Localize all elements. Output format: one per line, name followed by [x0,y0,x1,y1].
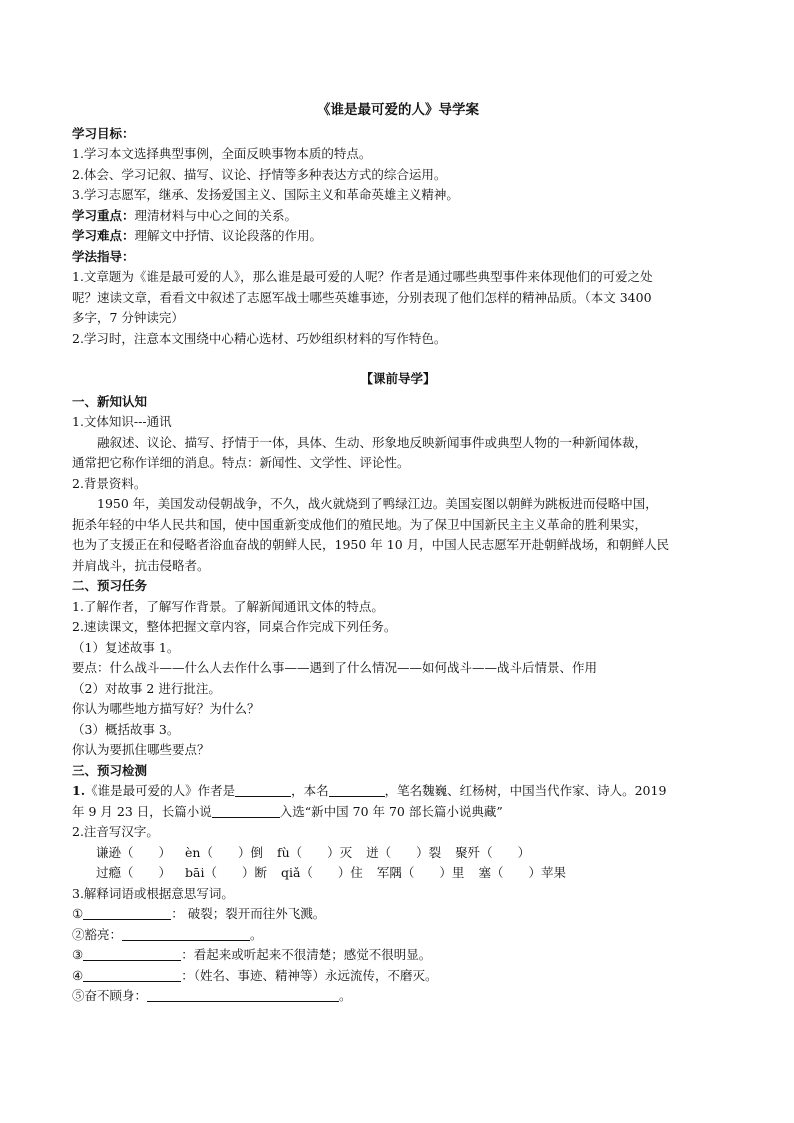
subtask: （3）概括故事 3。 [72,721,180,737]
part2-heading: 二、预习任务 [72,578,148,593]
question-text: ，笔名魏巍、红杨树，中国当代作家、诗人。2019 [384,783,667,798]
word-number: ③ [72,947,84,962]
question-1-cont [72,802,724,823]
question-text: 入选“新中国 70 年 70 部长篇小说典藏” [279,803,503,819]
difficulty [72,226,724,247]
background-text: 1950 年，美国发动侵朝战争，不久，战火就烧到了鸭绿江边。美国妄图以朝鲜为跳板进而侵略中国， [97,496,658,511]
pinyin-item[interactable]: bāi（ ）断 [185,865,267,880]
word-definition: ：（姓名、事迹、精神等）永远流传，不磨灭。 [181,967,438,983]
word-item [72,966,724,987]
objective-item: 1.学习本文选择典型事例，全面反映事物本质的特点。 [72,146,372,161]
pinyin-item[interactable]: 谦逊（ ） [96,844,172,860]
page-title: 《谁是最可爱的人》导学案 [317,102,479,118]
word-item [72,986,724,1007]
word-item [72,904,724,925]
word-number: ④ [72,967,84,983]
difficulty-label: 学习难点： [72,228,135,243]
objectives-label: 学习目标： [72,125,135,141]
word-definition: ：看起来或听起来不很清楚；感觉不很明显。 [181,947,432,962]
subtask: （2）对故事 2 进行批注。 [72,680,221,696]
background-label: 2.背景资料。 [72,475,147,491]
question-1 [72,781,724,802]
answer-blank[interactable] [235,782,291,797]
word-term: ⑤奋不顾身： [72,988,148,1003]
word-item [72,945,724,966]
word-number: ① [72,906,84,921]
answer-blank[interactable] [329,782,385,797]
word-end: 。 [339,988,352,1003]
background-text: 也为了支援正在和侵略者浴血奋战的朝鲜人民，1950 年 10 月，中国人民志愿军开赴朝鲜战场，和朝鲜人民 [72,537,670,552]
section-title-pre-class: 【课前导学】 [360,371,436,386]
genre-text: 通常把它称作详细的消息。特点：新闻性、文学性、评论性。 [72,455,410,470]
method-text: 呢？速读文章，看看文中叙述了志愿军战士哪些英雄事迹，分别表现了他们怎样的精神品质。（本文 3400 [72,289,652,305]
genre-label: 1.文体知识---通讯 [72,414,172,429]
pinyin-row [72,843,724,864]
key-point-label: 学习重点： [72,207,135,223]
answer-blank[interactable] [147,987,339,1002]
method-text: 1.文章题为《谁是最可爱的人》，那么谁是最可爱的人呢？作者是通过哪些典型事件来体现他们的可爱之处 [72,269,653,284]
method-text: 多字，7 分钟读完） [72,310,184,325]
background-text: 并肩战斗，抗击侵略者。 [72,557,210,573]
word-term: ②豁亮： [72,926,123,942]
word-item [72,925,724,946]
question-number: 1. [72,783,86,798]
word-end: 。 [250,926,263,942]
question-2-label: 2.注音写汉字。 [72,824,159,839]
method-text: 2.学习时，注意本文围绕中心精心选材、巧妙组织材料的写作特色。 [72,330,447,346]
key-point-text: 理清材料与中心之间的关系。 [134,207,298,223]
task-item: 2.速读课文，整体把握文章内容，同桌合作完成下列任务。 [72,619,397,634]
answer-blank[interactable] [83,946,181,961]
genre-text: 融叙述、议论、描写、抒情于一体，具体、生动、形象地反映新闻事件或典型人物的一种新闻体裁， [97,434,648,450]
worksheet-page [72,100,724,1007]
key-point [72,206,724,227]
word-definition: ： 破裂；裂开而往外飞溅。 [171,906,326,921]
objective-item: 2.体会、学习记叙、描写、议论、抒情等多种表达方式的综合运用。 [72,166,447,182]
question-text: ，本名 [291,783,329,798]
pinyin-item[interactable]: fù（ ）灭 [276,844,353,860]
part1-heading: 一、新知认知 [72,393,148,409]
pinyin-item[interactable]: 迸（ ）裂 [366,844,442,860]
pinyin-item[interactable]: 塞（ ）苹果 [478,865,566,880]
pinyin-row [72,863,724,884]
background-text: 扼杀年轻的中华人民共和国，使中国重新变成他们的殖民地。为了保卫中国新民主主义革命的胜利果实， [72,516,648,532]
part3-heading: 三、预习检测 [72,762,148,778]
subtask-question: 你认为哪些地方描写好？为什么？ [72,701,260,716]
pinyin-item[interactable]: qiǎ（ ）住 [280,865,363,880]
subtask: （1）复述故事 1。 [72,639,180,655]
answer-blank[interactable] [122,926,250,941]
answer-blank[interactable] [83,905,171,920]
answer-blank[interactable] [212,803,280,818]
subtask-tip: 要点：什么战斗——什么人去作什么事——遇到了什么情况——如何战斗——战斗后情景、作用 [72,660,598,675]
objective-item: 3.学习志愿军，继承、发扬爱国主义、国际主义和革命英雄主义精神。 [72,187,459,202]
subtask-question: 你认为要抓住哪些要点？ [72,742,210,757]
answer-blank[interactable] [83,967,181,982]
question-text: 年 9 月 23 日，长篇小说 [72,803,212,819]
difficulty-text: 理解文中抒情、议论段落的作用。 [134,228,323,243]
question-text: 《谁是最可爱的人》作者是 [85,783,236,798]
question-3-label: 3.解释词语或根据意思写词。 [72,885,234,901]
method-label: 学法指导： [72,248,135,264]
pinyin-item[interactable]: 军隅（ ）里 [376,865,465,880]
pinyin-item[interactable]: 过瘾（ ） [96,865,172,880]
pinyin-item[interactable]: èn（ ）倒 [185,844,263,860]
pinyin-item[interactable]: 聚歼（ ） [455,844,531,860]
task-item: 1.了解作者，了解写作背景。了解新闻通讯文体的特点。 [72,598,384,614]
